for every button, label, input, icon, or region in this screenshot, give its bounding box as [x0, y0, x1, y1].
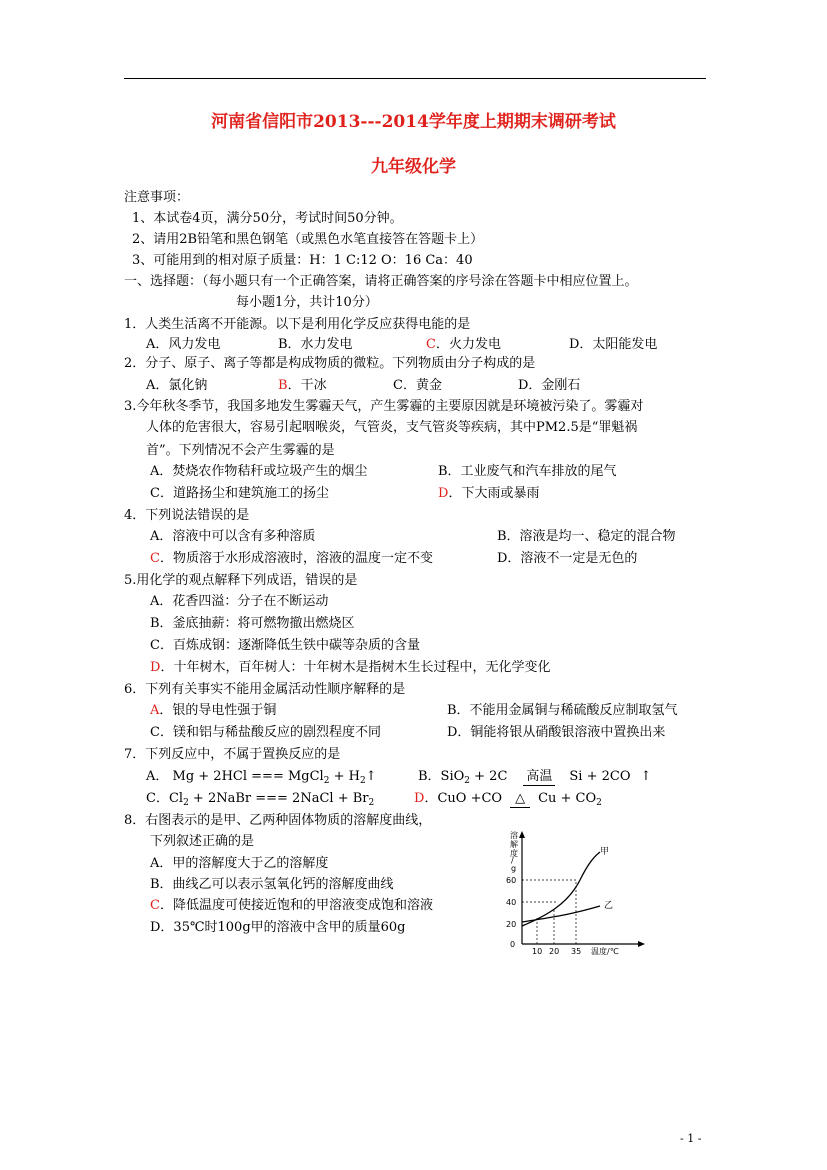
solubility-figure: [496, 830, 646, 958]
xtick-35: 35: [571, 947, 582, 956]
x-axis-arrow: [638, 941, 645, 947]
ytick-20: 20: [506, 920, 517, 929]
q1-stem: 1．人类生活离不开能源。以下是利用化学反应获得电能的是: [124, 317, 471, 332]
q8-option-a: A．甲的溶解度大于乙的溶解度: [150, 856, 329, 871]
exam-subtitle: 九年级化学: [371, 157, 456, 177]
note-1: 1、本试卷4页，满分50分，考试时间50分钟。: [132, 211, 403, 226]
note-3: 3、可能用到的相对原子质量：H：1 C:12 O：16 Ca：40: [132, 253, 473, 268]
q7-option-b: B．SiO$_2$ + 2C 高温 Si + 2CO ↑: [418, 769, 652, 786]
q4-stem: 4．下列说法错误的是: [124, 508, 250, 523]
q6-option-d: D．铜能将银从硝酸银溶液中置换出来: [447, 725, 666, 740]
y-axis-label-chars: [510, 830, 518, 873]
svg-text:g: g: [511, 864, 517, 873]
q1-option-d: D．太阳能发电: [569, 337, 658, 352]
q5-option-b: B．釜底抽薪：将可燃物撤出燃烧区: [150, 616, 355, 631]
q1-option-a: A．风力发电: [146, 337, 221, 352]
curve-yi: [522, 906, 600, 922]
q3-line-3: 首”。下列情况不会产生雾霾的是: [146, 443, 335, 458]
ytick-40: 40: [506, 898, 517, 907]
q8-option-b: B．曲线乙可以表示氢氧化钙的溶解度曲线: [150, 877, 394, 892]
q1-option-b: B．水力发电: [278, 337, 353, 352]
q3-option-a: A．焚烧农作物秸秆或垃圾产生的烟尘: [150, 464, 368, 479]
ytick-60: 60: [506, 876, 517, 885]
page-number: - 1 -: [680, 1132, 702, 1145]
label-yi: 乙: [604, 901, 614, 911]
q2-option-d: D．金刚石: [518, 378, 581, 393]
q2-option-b: B．干冰: [278, 378, 327, 393]
q5-option-c: C．百炼成钢：逐渐降低生铁中碳等杂质的含量: [150, 638, 420, 653]
section-heading-2: 每小题1分，共计10分）: [236, 295, 378, 310]
q3-option-b: B．工业废气和汽车排放的尾气: [438, 464, 617, 479]
q8-option-c: C．降低温度可使接近饱和的甲溶液变成饱和溶液: [150, 898, 433, 913]
q3-option-c: C．道路扬尘和建筑施工的扬尘: [150, 486, 329, 501]
q6-option-c: C．镁和铝与稀盐酸反应的剧烈程度不同: [150, 725, 381, 740]
xtick-20: 20: [549, 947, 560, 956]
q4-option-d: D．溶液不一定是无色的: [497, 551, 638, 566]
header-rule: [124, 78, 706, 79]
exam-title: 河南省信阳市2013---2014学年度上期期末调研考试: [211, 112, 616, 132]
q2-option-a: A．氯化钠: [146, 378, 208, 393]
q5-option-a: A．花香四溢：分子在不断运动: [150, 594, 329, 609]
q6-stem: 6．下列有关事实不能用金属活动性顺序解释的是: [124, 682, 406, 697]
q3-line-2: 人体的危害很大，容易引起咽喉炎，气管炎，支气管炎等疾病，其中PM2.5是“罪魁祸: [146, 420, 638, 435]
q1-option-c: C．火力发电: [426, 337, 501, 352]
label-jia: 甲: [600, 847, 610, 857]
q2-stem: 2．分子、原子、离子等都是构成物质的微粒。下列物质由分子构成的是: [124, 356, 536, 371]
y-axis-arrow: [519, 831, 525, 838]
q7-option-d: D．CuO +CO △ $Cu + CO_2$: [414, 791, 602, 808]
svg-text:溶: 溶: [510, 831, 518, 840]
q3-line-1: 3.今年秋冬季节，我国多地发生雾霾天气，产生雾霾的主要原因就是环境被污染了。雾霾对: [124, 399, 644, 414]
notes-heading: 注意事项：: [124, 190, 190, 205]
q4-option-a: A．溶液中可以含有多种溶质: [150, 529, 316, 544]
q7-option-a: A． Mg + 2HCl === MgCl$_2$ + $H_2↑$: [146, 769, 377, 786]
svg-text:度: 度: [510, 849, 518, 858]
q7-stem: 7．下列反应中，不属于置换反应的是: [124, 747, 341, 762]
ytick-0: 0: [510, 940, 516, 949]
xtick-10: 10: [532, 947, 543, 956]
q4-option-b: B．溶液是均一、稳定的混合物: [497, 529, 676, 544]
q2-option-c: C．黄金: [393, 378, 442, 393]
q4-option-c: C．物质溶于水形成溶液时，溶液的温度一定不变: [150, 551, 433, 566]
q8-option-d: D．35℃时100g甲的溶液中含甲的质量60g: [150, 920, 406, 935]
q7-option-c: C．$Cl_2$ + 2NaBr === 2NaCl + $Br_2$: [146, 791, 375, 808]
section-heading: 一、选择题：（每小题只有一个正确答案，请将正确答案的序号涂在答题卡中相应位置上。: [124, 274, 638, 289]
q5-stem: 5.用化学的观点解释下列成语，错误的是: [124, 573, 358, 588]
x-axis-label: 温度/℃: [591, 947, 619, 956]
q5-option-d: D．十年树木，百年树人：十年树木是指树木生长过程中，无化学变化: [150, 660, 551, 675]
note-2: 2、请用2B铅笔和黑色钢笔（或黑色水笔直接答在答题卡上）: [132, 232, 484, 247]
q3-option-d: D．下大雨或暴雨: [438, 486, 540, 501]
svg-text:/: /: [511, 856, 514, 865]
q8-line-2: 下列叙述正确的是: [150, 834, 255, 849]
q8-line-1: 8．右图表示的是甲、乙两种固体物质的溶解度曲线，: [124, 813, 432, 828]
q6-option-b: B．不能用金属铜与稀硫酸反应制取氢气: [447, 703, 678, 718]
svg-text:解: 解: [510, 840, 518, 849]
q6-option-a: A．银的导电性强于铜: [150, 703, 277, 718]
